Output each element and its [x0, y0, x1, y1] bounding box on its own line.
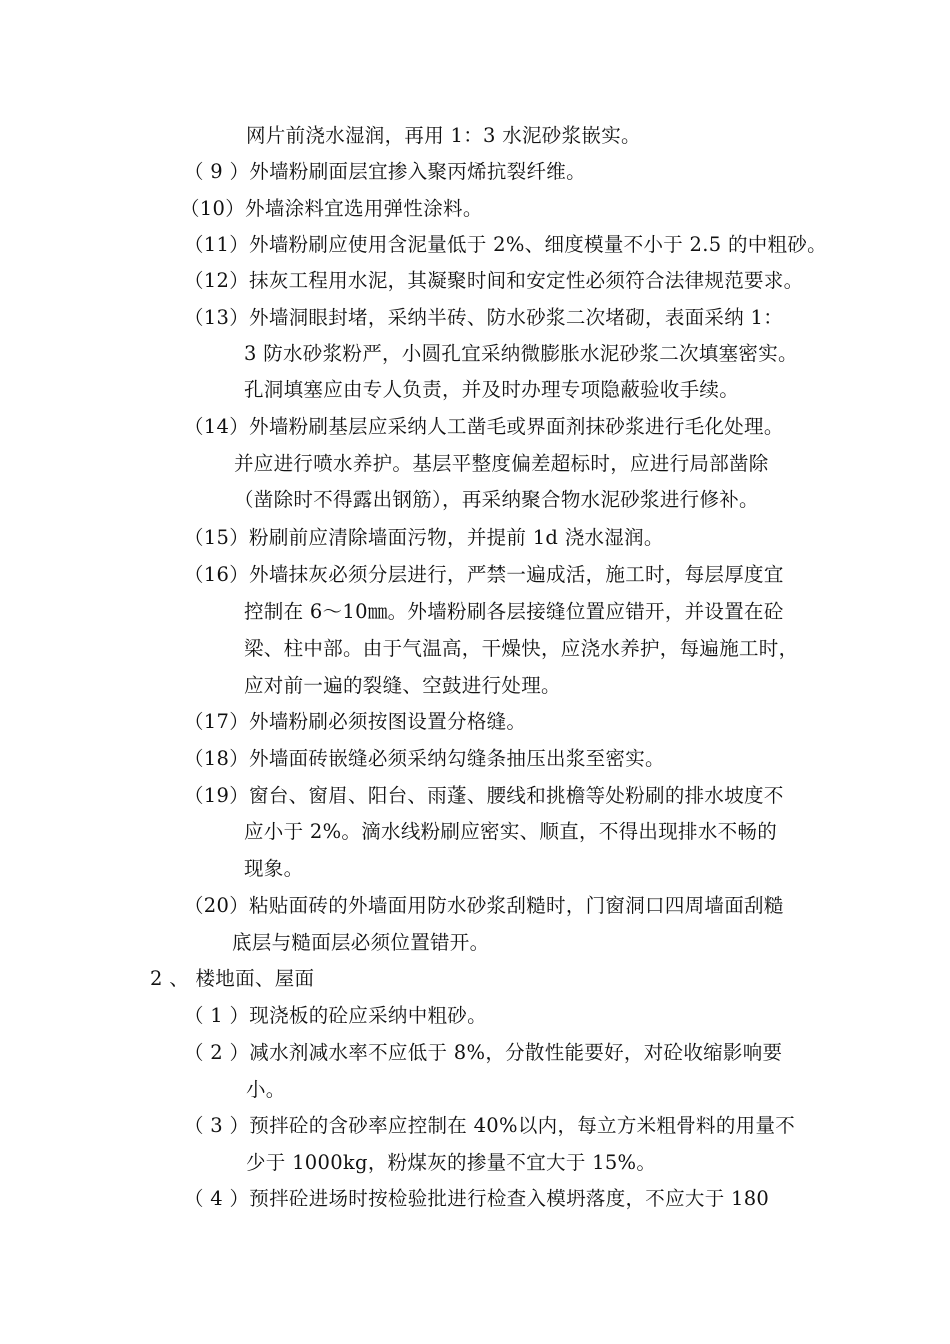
text-line: （20）粘贴面砖的外墙面用防水砂浆刮糙时，门窗洞口四周墙面刮糙 — [184, 894, 784, 917]
text-line: （19）窗台、窗眉、阳台、雨蓬、腰线和挑檐等处粉刷的排水坡度不 — [184, 784, 784, 807]
text-line: （10）外墙涂料宜选用弹性涂料。 — [180, 197, 483, 220]
text-line: 并应进行喷水养护。基层平整度偏差超标时，应进行局部凿除 — [234, 452, 769, 475]
text-line: 底层与糙面层必须位置错开。 — [232, 931, 490, 954]
text-line: 3 防水砂浆粉严，小圆孔宜采纳微膨胀水泥砂浆二次填塞密实。 — [244, 342, 798, 365]
text-line: （13）外墙洞眼封堵，采纳半砖、防水砂浆二次堵砌，表面采纳 1： — [184, 306, 784, 329]
text-line: （15）粉刷前应清除墙面污物，并提前 1d 浇水湿润。 — [184, 526, 664, 549]
text-line: 少于 1000kg，粉煤灰的掺量不宜大于 15%。 — [246, 1151, 657, 1174]
text-line: （凿除时不得露出钢筋），再采纳聚合物水泥砂浆进行修补。 — [234, 488, 759, 511]
text-line: （14）外墙粉刷基层应采纳人工凿毛或界面剂抹砂浆进行毛化处理。 — [184, 415, 784, 438]
text-line: 小。 — [246, 1078, 286, 1101]
text-line: （ 4 ）预拌砼进场时按检验批进行检查入模坍落度，不应大于 180 — [184, 1187, 770, 1210]
text-line: （17）外墙粉刷必须按图设置分格缝。 — [184, 710, 527, 733]
section-heading: 2 、 楼地面、屋面 — [150, 967, 315, 990]
text-line: （ 1 ）现浇板的砼应采纳中粗砂。 — [184, 1004, 487, 1027]
text-line: 应小于 2%。滴水线粉刷应密实、顺直，不得出现排水不畅的 — [244, 820, 778, 843]
text-line: （ 9 ）外墙粉刷面层宜掺入聚丙烯抗裂纤维。 — [184, 160, 586, 183]
text-line: （ 2 ）减水剂减水率不应低于 8%，分散性能要好，对砼收缩影响要 — [184, 1041, 783, 1064]
text-line: （18）外墙面砖嵌缝必须采纳勾缝条抽压出浆至密实。 — [184, 747, 665, 770]
text-line: 梁、柱中部。由于气温高，干燥快，应浇水养护，每遍施工时， — [244, 637, 799, 660]
text-line: （ 3 ）预拌砼的含砂率应控制在 40%以内，每立方米粗骨料的用量不 — [184, 1114, 796, 1137]
text-line: （11）外墙粉刷应使用含泥量低于 2%、细度模量不小于 2.5 的中粗砂。 — [184, 233, 827, 256]
text-line: （16）外墙抹灰必须分层进行，严禁一遍成活，施工时，每层厚度宜 — [184, 563, 784, 586]
text-line: 现象。 — [244, 857, 304, 880]
text-line: 控制在 6～10㎜。外墙粉刷各层接缝位置应错开，并设置在砼 — [244, 600, 784, 623]
text-line: （12）抹灰工程用水泥，其凝聚时间和安定性必须符合法律规范要求。 — [184, 269, 804, 292]
text-line: 孔洞填塞应由专人负责，并及时办理专项隐蔽验收手续。 — [244, 378, 740, 401]
text-line: 网片前浇水湿润，再用 1：3 水泥砂浆嵌实。 — [246, 124, 641, 147]
text-line: 应对前一遍的裂缝、空鼓进行处理。 — [244, 674, 561, 697]
